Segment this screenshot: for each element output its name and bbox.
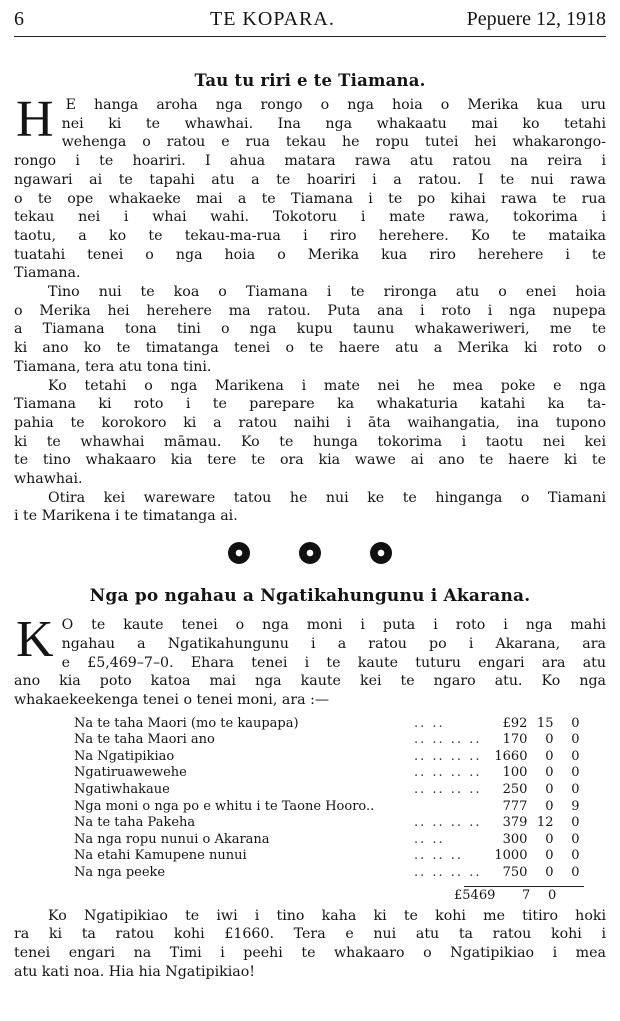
text-line: e £5,469–7–0. Ehara tenei i te kaute tuturu engari ara atu (61, 654, 606, 671)
account-pounds: 100 (502, 765, 528, 781)
account-shillings: 15 (536, 715, 554, 731)
account-label: Na te taha Pakeha (74, 815, 196, 831)
article-title: Nga po ngahau a Ngatikahungunu i Akarana. (89, 586, 531, 607)
account-label: Na Ngatipikiao (74, 748, 175, 764)
account-pence: 0 (571, 765, 580, 781)
account-dots: .. .. (414, 715, 445, 731)
account-row (74, 799, 579, 816)
account-label: Ngatiwhakaue (74, 782, 170, 798)
account-shillings: 0 (545, 831, 554, 847)
text-line: atu kati noa. Hia hia Ngatipikiao! (14, 963, 255, 980)
text-line: E hanga aroha nga rongo o nga hoia o Merika kua uru (65, 97, 606, 113)
account-label: Na etahi Kamupene nunui (74, 848, 247, 864)
account-pence: 0 (571, 715, 580, 731)
account-shillings: 12 (536, 815, 554, 831)
flower-ornament-icon (370, 542, 392, 564)
text-line: whakaekeekenga tenei o tenei moni, ara :— (14, 691, 330, 708)
account-dots: .. .. .. .. (414, 748, 482, 764)
text-line: ano kia poto katoa mai nga kaute kei te ngaro atu. Ko nga (14, 673, 606, 690)
text-line: Otira kei wareware tatou he nui ke te hinganga o Tiamani (48, 489, 606, 506)
account-pounds: £92 (502, 715, 528, 731)
account-total (74, 887, 606, 905)
account-shillings: 0 (545, 848, 554, 864)
drop-cap: H (16, 91, 54, 148)
account-shillings: 0 (545, 865, 554, 881)
text-line: taotu, a ko te tekau-ma-rua i riro herehere. Ko te mataika (14, 227, 606, 244)
text-line: ki te whawhai māmau. Ko te hunga tokorima i taotu nei kei (14, 433, 606, 450)
account-shillings: 0 (545, 748, 554, 764)
account-pence: 0 (571, 815, 580, 831)
article-body (14, 91, 606, 526)
account-label: Ngatiruawewehe (74, 765, 187, 781)
ornament-divider (14, 542, 606, 570)
account-pence: 0 (571, 782, 580, 798)
paragraph (14, 283, 606, 377)
text-line: a Tiamana tona tini o nga kupu taunu whakaweriweri, me te (14, 321, 606, 338)
text-line: tekau nei i whai wahi. Tokotoru i mate rawa, tokorima i (14, 209, 606, 226)
account-pounds: 750 (502, 865, 528, 881)
account-shillings: 0 (545, 798, 554, 814)
closing-paragraph (14, 907, 606, 982)
account-label: Na nga peeke (74, 865, 166, 881)
text-line: rongo i te hoariri. I ahua matara rawa atu ratou na reira i (14, 153, 606, 170)
account-table (74, 716, 579, 882)
account-shillings: 0 (545, 765, 554, 781)
account-label: Na nga ropu nunui o Akarana (74, 831, 270, 847)
account-row (74, 865, 579, 882)
article-title: Tau tu riri e te Tiamana. (194, 71, 426, 90)
account-pounds: 1000 (494, 848, 528, 864)
account-pounds: 250 (502, 782, 528, 798)
newspaper-page (14, 6, 606, 981)
page-number: 6 (14, 8, 24, 30)
text-line: nei ki te whawhai. Ina nga whakaatu mai ko tetahi (61, 115, 606, 132)
total-pounds: £5469 (454, 887, 496, 903)
text-line: whawhai. (14, 471, 83, 488)
account-row (74, 732, 579, 749)
account-pounds: 170 (502, 732, 528, 748)
article-opening (14, 611, 606, 710)
text-line: Ko tetahi o nga Marikena i mate nei he mea poke e nga (48, 377, 606, 394)
account-row (74, 815, 579, 832)
total-pence: 0 (548, 887, 557, 903)
text-line: ngahau a Ngatikahungunu i a ratou po i Akarana, ara (61, 635, 606, 652)
article-body (14, 611, 606, 710)
account-pence: 0 (571, 748, 580, 764)
paragraph (14, 377, 606, 489)
text-line: i te Marikena i te timatanga ai. (14, 508, 238, 525)
account-row (74, 832, 579, 849)
account-pence: 0 (571, 865, 580, 881)
text-line: o Merika hei herehere ma ratou. Puta ana i roto i nga nupepa (14, 302, 606, 319)
text-line: Tiamana, tera atu tona tini. (14, 358, 212, 375)
text-line: ki ano ko te timatanga tenei o te haere atu a Merika ki roto o (14, 340, 606, 357)
account-pounds: 1660 (494, 748, 528, 764)
text-line: te tino whakaaro kia tere te ora kia wawe ai ano te haere ki te (14, 452, 606, 469)
text-line: ngawari ai te tapahi atu a te hoariri i a ratou. I te nui rawa (14, 171, 606, 188)
account-pence: 0 (571, 848, 580, 864)
account-pence: 0 (571, 732, 580, 748)
flower-ornament-icon (299, 542, 321, 564)
text-line: pahia te korokoro ki a ratou naihi i āta waihangatia, ina tupono (14, 414, 606, 431)
account-pounds: 777 (502, 798, 528, 814)
account-row (74, 716, 579, 733)
account-shillings: 0 (545, 732, 554, 748)
account-dots: .. .. (414, 831, 445, 847)
article-opening (14, 91, 606, 283)
text-line: tenei engari na Timi i peehi te whakaaro o Ngatipikiao i mea (14, 945, 606, 962)
flower-ornament-icon (228, 542, 250, 564)
text-line: ra ki ta ratou kohi £1660. Tera e nui atu ta ratou kohi i (14, 926, 606, 943)
account-row (74, 749, 579, 766)
account-row (74, 782, 579, 799)
total-shillings: 7 (522, 887, 531, 903)
account-pounds: 379 (502, 815, 528, 831)
issue-date: Pepuere 12, 1918 (466, 8, 606, 30)
page-header (14, 6, 606, 32)
text-line: O te kaute tenei o nga moni i puta i roto i nga mahi (61, 617, 606, 634)
account-dots: .. .. .. .. (414, 782, 482, 798)
account-label: Na te taha Maori ano (74, 732, 215, 748)
text-line: tuatahi tenei o nga hoia o Merika kua riro herehere i te (14, 246, 606, 263)
text-line: Tino nui te koa o Tiamana i te rironga atu o enei hoia (48, 284, 606, 301)
text-line: Tiamana ki roto i te parepare ka whakaturia katahi ka ta- (14, 396, 606, 413)
article-paragraphs (14, 283, 606, 526)
text-line: o te ope whakaeke mai a te Tiamana i te po kihai rawa te rua (14, 190, 606, 207)
drop-cap: K (16, 611, 54, 669)
account-dots (414, 799, 481, 816)
account-dots: .. .. .. .. (414, 765, 482, 781)
header-rule (14, 36, 606, 37)
account-pence: 0 (571, 831, 580, 847)
account-row (74, 765, 579, 782)
account-shillings: 0 (545, 782, 554, 798)
account-dots: .. .. .. (414, 848, 464, 864)
paragraph (14, 489, 606, 526)
account-pounds: 300 (502, 831, 528, 847)
publication-title: TE KOPARA. (210, 8, 335, 30)
account-pence: 9 (571, 798, 580, 814)
text-line: wehenga o ratou e rua tekau he ropu tutei hei whakarongo- (61, 134, 606, 151)
account-dots: .. .. .. .. (414, 815, 482, 831)
account-label: Nga moni o nga po e whitu i te Taone Hooro.. (74, 798, 375, 814)
account-row (74, 848, 579, 865)
account-dots: .. .. .. .. (414, 865, 482, 881)
text-line: Ko Ngatipikiao te iwi i tino kaha ki te kohi me titiro hoki (48, 907, 606, 924)
account-label: Na te taha Maori (mo te kaupapa) (74, 715, 299, 731)
text-line: Tiamana. (14, 265, 81, 282)
account-dots: .. .. .. .. (414, 732, 482, 748)
